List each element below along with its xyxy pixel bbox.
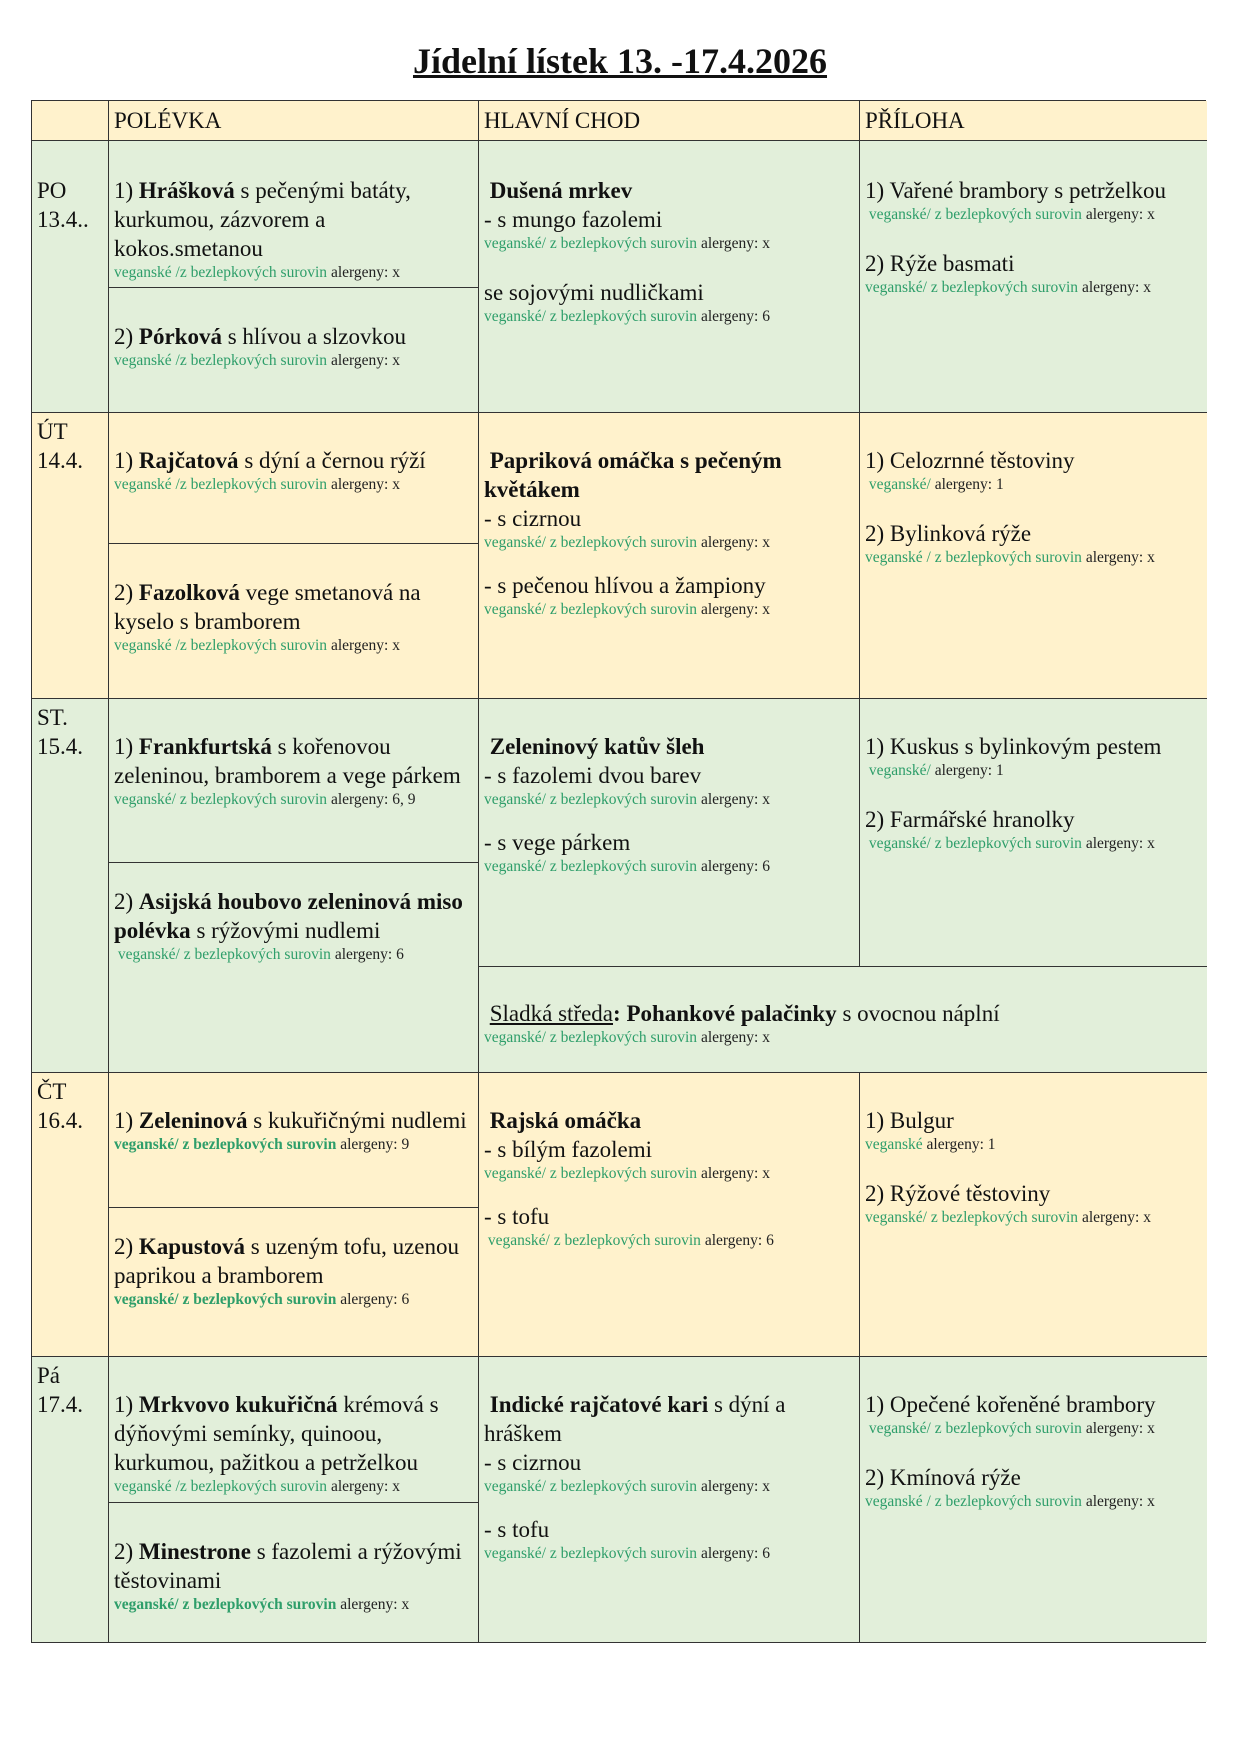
main-name: Dušená mrkev (489, 178, 633, 203)
side-1: 1) Vařené brambory s petrželkou (865, 178, 1167, 203)
day-cell-thursday (32, 1073, 109, 1357)
day-cell-tuesday (32, 413, 109, 699)
side-1: 1) Kuskus s bylinkovým pestem (865, 734, 1162, 759)
header-empty-cell (32, 101, 109, 141)
soup-name: Pórková (138, 324, 222, 349)
soup-1: 1) Frankfurtská s kořenovou zeleninou, bramborem a vege párkem veganské/ z bezlepkových surovin alergeny: 6, 9 (114, 734, 461, 808)
main-name: Papriková omáčka s pečeným květákem (484, 448, 782, 502)
day-date: 17.4. (37, 1392, 83, 1417)
main-option-2: - s pečenou hlívou a žampiony (484, 573, 766, 598)
main-option-2: - s tofu (484, 1204, 550, 1229)
day-date: 13.4.. (37, 207, 89, 232)
soup-name: Mrkvovo kukuřičná (138, 1392, 338, 1417)
day-name: ST. (37, 705, 68, 730)
header-main: HLAVNÍ CHOD (479, 101, 860, 141)
main-option-2: - s tofu (484, 1517, 550, 1542)
side-cell-monday: 1) Vařené brambory s petrželkou veganské/ z bezlepkových surovin alergeny: x 2) Rýže basmati veganské/ z bezlepkových surovin alergeny: x (860, 141, 1207, 413)
soup-name: Asijská houbovo zeleninová miso polévka (114, 889, 463, 943)
soup-2: 2) Fazolková vege smetanová na kyselo s bramborem veganské /z bezlepkových surovin alergeny: x (109, 543, 478, 698)
header-side: PŘÍLOHA (860, 101, 1207, 141)
page-title: Jídelní lístek 13. -17.4.2026 (412, 41, 828, 81)
main-cell-wednesday: Zeleninový katův šleh - s fazolemi dvou barev veganské/ z bezlepkových surovin alergeny: x - s vege párkem veganské/ z bezlepkových surovin alergeny: 6 (479, 699, 860, 967)
day-name: ČT (37, 1079, 67, 1104)
day-date: 16.4. (37, 1108, 83, 1133)
main-name: Zeleninový katův šleh (489, 734, 705, 759)
side-2: 2) Rýže basmati (865, 251, 1015, 276)
main-option-1: - s cizrnou (484, 1450, 582, 1475)
main-option-1: - s cizrnou (484, 506, 582, 531)
soup-cell-friday (109, 1357, 479, 1642)
soup-name: Frankfurtská (138, 734, 272, 759)
side-1: 1) Celozrnné těstoviny (865, 448, 1075, 473)
soup-2: 2) Pórková s hlívou a slzovkou veganské /z bezlepkových surovin alergeny: x (109, 287, 478, 412)
day-date: 15.4. (37, 734, 83, 759)
main-name: Rajská omáčka (489, 1108, 642, 1133)
soup-name: Fazolková (138, 580, 240, 605)
soup-name: Hrášková (138, 178, 235, 203)
sweet-wednesday-cell: Sladká středa: Pohankové palačinky s ovocnou náplní veganské/ z bezlepkových surovin alergeny: x (479, 967, 1207, 1073)
sweet-name: Pohankové palačinky (626, 1001, 837, 1026)
day-date: 14.4. (37, 448, 83, 473)
soup-cell-thursday (109, 1073, 479, 1357)
sweet-label: Sladká středa (489, 1001, 614, 1026)
side-cell-wednesday: 1) Kuskus s bylinkovým pestem veganské/ alergeny: 1 2) Farmářské hranolky veganské/ z bezlepkových surovin alergeny: x (860, 699, 1207, 967)
day-cell-friday (32, 1357, 109, 1642)
soup-name: Rajčatová (138, 448, 239, 473)
soup-1: 1) Zeleninová s kukuřičnými nudlemi veganské/ z bezlepkových surovin alergeny: 9 (114, 1108, 467, 1153)
soup-2: 2) Minestrone s fazolemi a rýžovými těstovinami veganské/ z bezlepkových surovin alergeny: x (109, 1502, 478, 1642)
side-2: 2) Bylinková rýže (865, 521, 1032, 546)
soup-name: Kapustová (138, 1234, 246, 1259)
soup-name: Zeleninová (138, 1108, 248, 1133)
day-name: ÚT (37, 419, 68, 444)
soup-name: Minestrone (138, 1539, 251, 1564)
soup-cell-tuesday (109, 413, 479, 699)
soup-2: 2) Asijská houbovo zeleninová miso polévka s rýžovými nudlemi veganské/ z bezlepkových surovin alergeny: 6 (109, 862, 478, 1072)
side-1: 1) Opečené kořeněné brambory (865, 1392, 1156, 1417)
main-cell-monday: Dušená mrkev - s mungo fazolemi veganské/ z bezlepkových surovin alergeny: x se sojovými nudličkami veganské/ z bezlepkových surovin alergeny: 6 (479, 141, 860, 413)
side-cell-friday: 1) Opečené kořeněné brambory veganské/ z bezlepkových surovin alergeny: x 2) Kmínová rýže veganské / z bezlepkových surovin alergeny: x (860, 1357, 1207, 1642)
soup-cell-wednesday (109, 699, 479, 1073)
day-name: PO (37, 178, 67, 203)
header-soup: POLÉVKA (109, 101, 479, 141)
side-2: 2) Rýžové těstoviny (865, 1181, 1051, 1206)
vegan-label: veganské /z bezlepkových surovin (114, 264, 328, 281)
main-name: Indické rajčatové kari (489, 1392, 709, 1417)
main-option-2: se sojovými nudličkami (484, 280, 704, 305)
side-cell-tuesday: 1) Celozrnné těstoviny veganské/ alergeny: 1 2) Bylinková rýže veganské / z bezlepkových surovin alergeny: x (860, 413, 1207, 699)
vegan-label: veganské /z bezlepkových surovin (114, 352, 328, 369)
side-2: 2) Farmářské hranolky (865, 807, 1075, 832)
day-cell-monday (32, 141, 109, 413)
soup-cell-monday (109, 141, 479, 413)
main-option-2: - s vege párkem (484, 830, 631, 855)
allergens: alergeny: x (327, 352, 400, 369)
main-cell-tuesday: Papriková omáčka s pečeným květákem - s cizrnou veganské/ z bezlepkových surovin alergeny: x - s pečenou hlívou a žampiony veganské/ z bezlepkových surovin alergeny: x (479, 413, 860, 699)
allergens: alergeny: x (327, 264, 400, 281)
side-2: 2) Kmínová rýže (865, 1465, 1021, 1490)
main-cell-friday: Indické rajčatové kari s dýní a hráškem - s cizrnou veganské/ z bezlepkových surovin alergeny: x - s tofu veganské/ z bezlepkových surovin alergeny: 6 (479, 1357, 860, 1642)
side-cell-thursday: 1) Bulgur veganské alergeny: 1 2) Rýžové těstoviny veganské/ z bezlepkových surovin alergeny: x (860, 1073, 1207, 1357)
soup-1: 1) Hrášková s pečenými batáty, kurkumou, zázvorem a kokos.smetanou veganské /z bezlepkových surovin alergeny: x (114, 178, 411, 281)
side-1: 1) Bulgur (865, 1108, 954, 1133)
soup-1: 1) Mrkvovo kukuřičná krémová s dýňovými semínky, quinoou, kurkumou, pažitkou a petrželkou veganské /z bezlepkových surovin alergeny: x (114, 1392, 439, 1495)
main-option-1: - s bílým fazolemi (484, 1137, 652, 1162)
main-option-1: - s mungo fazolemi (484, 207, 663, 232)
soup-1: 1) Rajčatová s dýní a černou rýží veganské /z bezlepkových surovin alergeny: x (114, 448, 426, 493)
menu-table (31, 100, 1206, 1643)
main-cell-thursday: Rajská omáčka - s bílým fazolemi veganské/ z bezlepkových surovin alergeny: x - s tofu veganské/ z bezlepkových surovin alergeny: 6 (479, 1073, 860, 1357)
soup-2: 2) Kapustová s uzeným tofu, uzenou paprikou a bramborem veganské/ z bezlepkových surovin alergeny: 6 (109, 1207, 478, 1356)
day-cell-wednesday (32, 699, 109, 1073)
day-name: Pá (37, 1363, 60, 1388)
main-option-1: - s fazolemi dvou barev (484, 763, 702, 788)
